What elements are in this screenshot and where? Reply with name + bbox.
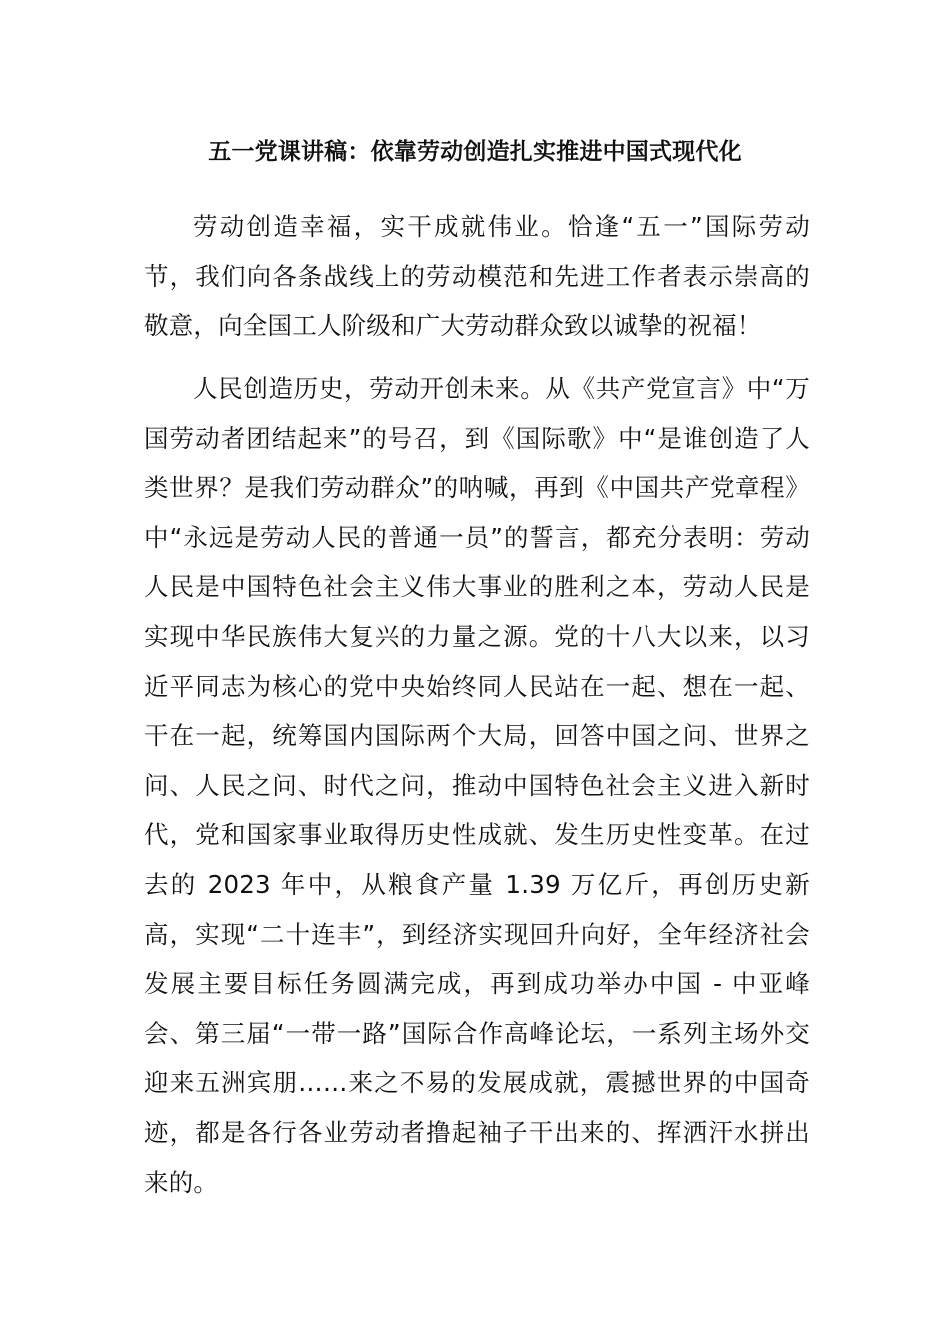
document-title: 五一党课讲稿：依靠劳动创造扎实推进中国式现代化 [208, 139, 742, 165]
paragraph-2: 人民创造历史，劳动开创未来。从《共产党宣言》中“万国劳动者团结起来”的号召，到《国际歌》中“是谁创造了人类世界？是我们劳动群众”的呐喊，再到《中国共产党章程》中“永远是劳动人民的普通一员”的誓言，都充分表明：劳动人民是中国特色社会主义伟大事业的胜利之本，劳动人民是实现中华民族伟大复兴的力量之源。党的十八大以来，以习近平同志为核心的党中央始终同人民站在一起、想在一起、干在一起，统筹国内国际两个大局，回答中国之问、世界之问、人民之问、时代之问，推动中国特色社会主义进入新时代，党和国家事业取得历史性成就、发生历史性变革。在过去的 2023 年中，从粮食产量 1.39 万亿斤，再创历史新高，实现“二十连丰”，到经济实现回升向好，全年经济社会发展主要目标任务圆满完成，再到成功举办中国 - 中亚峰会、第三届“一带一路”国际合作高峰论坛，一系列主场外交迎来五洲宾朋……来之不易的发展成就，震撼世界的中国奇迹，都是各行各业劳动者撸起袖子干出来的、挥洒汗水拼出来的。 [144, 374, 810, 1197]
paragraph-1: 劳动创造幸福，实干成就伟业。恰逢“五一”国际劳动节，我们向各条战线上的劳动模范和先进工作者表示崇高的敬意，向全国工人阶级和广大劳动群众致以诚挚的祝福！ [144, 212, 810, 341]
